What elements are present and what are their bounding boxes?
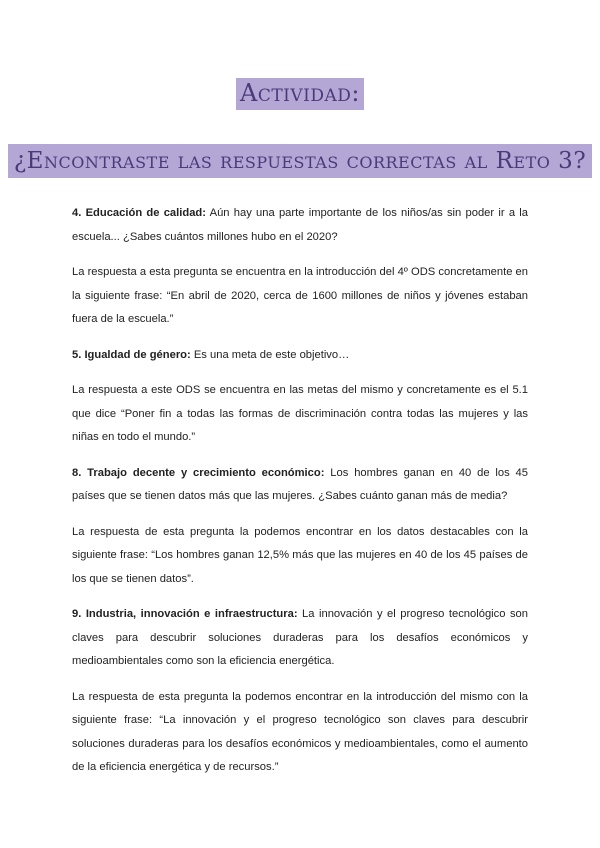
question-heading: 4. Educación de calidad: — [72, 207, 206, 219]
answer-paragraph: La respuesta a esta pregunta se encuentra en la introducción del 4º ODS concretamente en la siguiente frase: “En abril de 2020, cerca de 1600 millones de niños y jóvenes estaban fuera de la escuela.” — [72, 266, 528, 325]
question-text: Es una meta de este objetivo… — [190, 348, 350, 361]
content-body — [72, 202, 528, 792]
question-text: La innovación y el progreso tecnológico son claves para descubrir soluciones duraderas para los desafíos económicos y medioambientales como son la eficiencia energética. — [72, 608, 528, 667]
answer-paragraph: La respuesta de esta pregunta la podemos encontrar en los datos destacables con la siguiente frase: “Los hombres ganan 12,5% más que las mujeres en 40 de los 45 países de los que se tienen datos”. — [72, 525, 528, 585]
question-text: Los hombres ganan en 40 de los 45 países que se tienen datos más que las mujeres. ¿Sabes cuánto ganan más de media? — [72, 466, 528, 502]
page-subtitle: ¿Encontraste las respuestas correctas al Reto 3? — [8, 144, 592, 178]
question-heading: 5. Igualdad de género: — [72, 348, 191, 361]
question-paragraph — [72, 344, 528, 368]
subtitle-block — [0, 144, 600, 178]
question-paragraph — [72, 462, 528, 509]
title-block — [0, 78, 600, 110]
answer-paragraph: La respuesta a este ODS se encuentra en las metas del mismo y concretamente es el 5.1 que dice “Poner fin a todas las formas de discriminación contra todas las mujeres y las niñas en todo el mundo.” — [72, 384, 528, 443]
answer-paragraph: La respuesta de esta pregunta la podemos encontrar en la introducción del mismo con la siguiente frase: “La innovación y el progreso tecnológico son claves para descubrir soluciones duraderas para los desafíos económicos y medioambientales, como el aumento de la eficiencia energética y de recursos.” — [72, 690, 528, 773]
question-paragraph — [72, 603, 528, 674]
question-heading: 9. Industria, innovación e infraestructura: — [72, 608, 298, 620]
question-text: Aún hay una parte importante de los niños/as sin poder ir a la escuela... ¿Sabes cuántos millones hubo en el 2020? — [72, 207, 528, 243]
question-heading: 8. Trabajo decente y crecimiento económico: — [72, 466, 325, 479]
page-title: Actividad: — [236, 78, 364, 110]
question-paragraph — [72, 202, 528, 249]
